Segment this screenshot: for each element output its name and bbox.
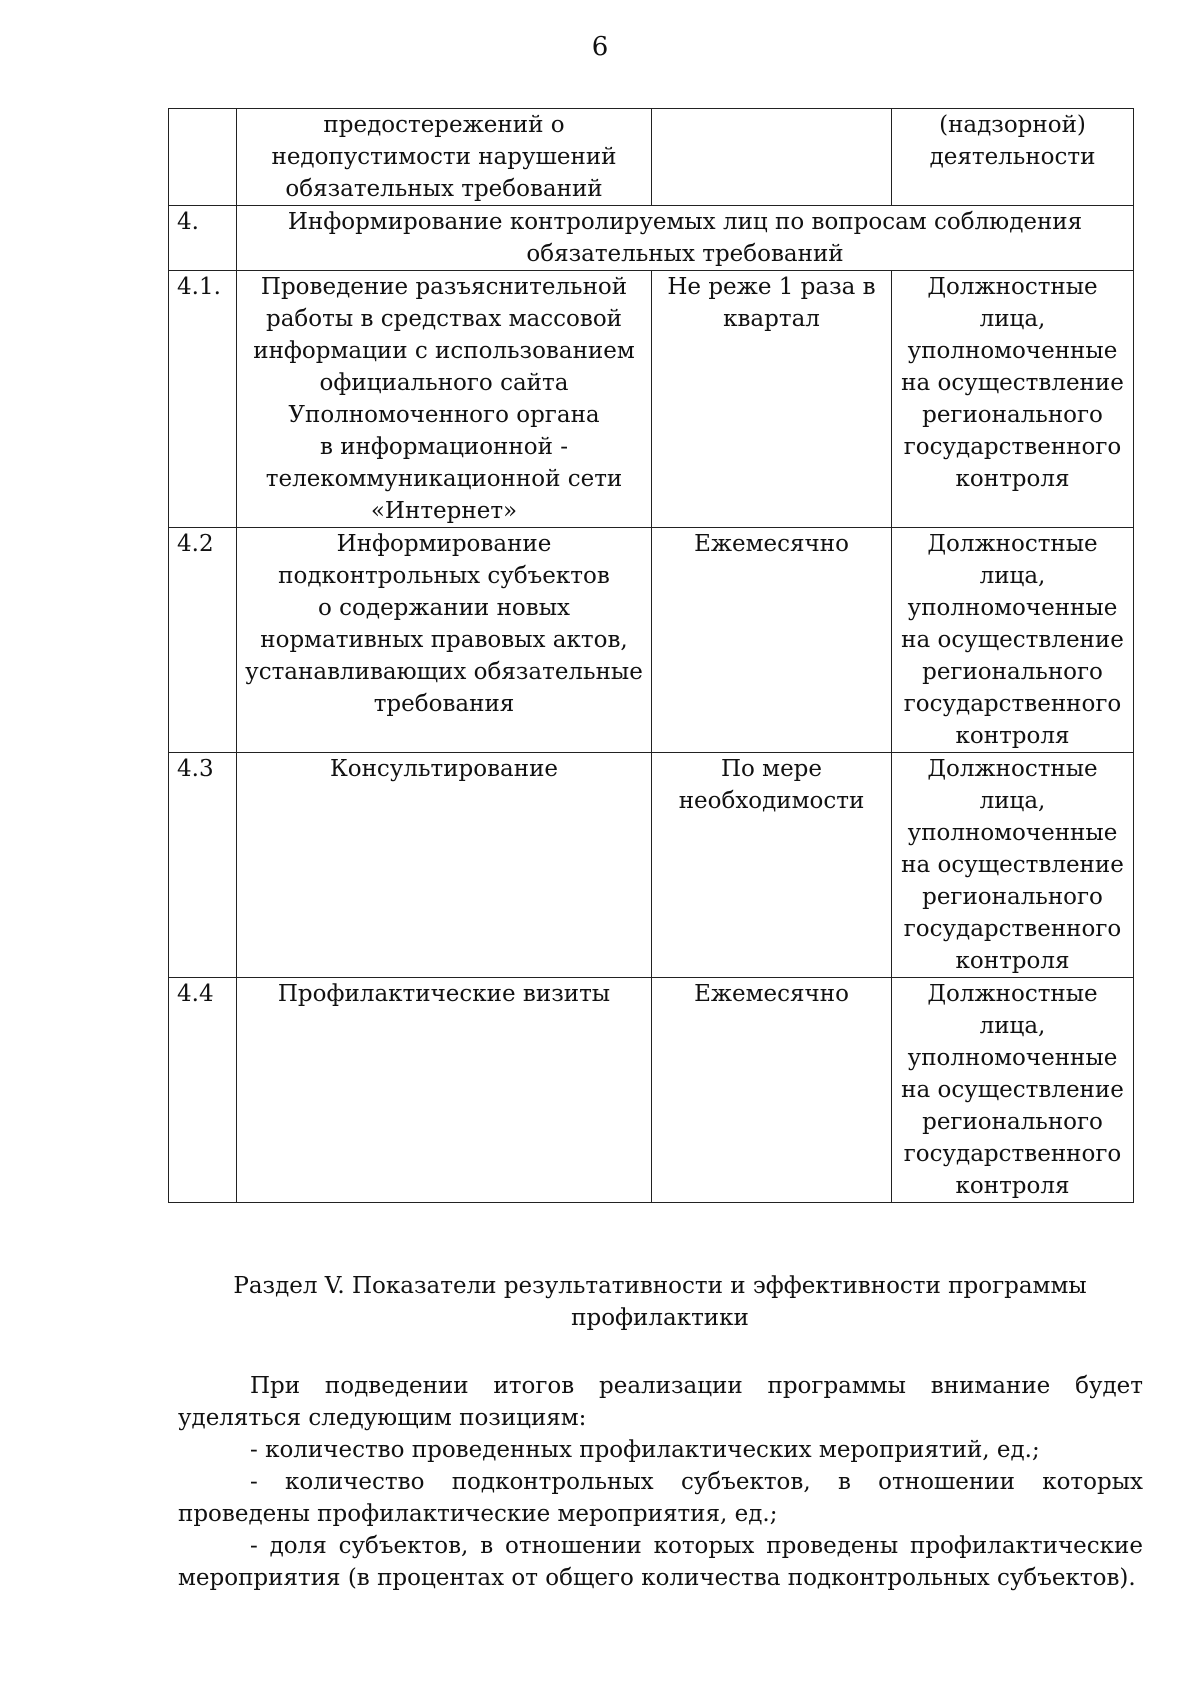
cell-number: 4. — [169, 206, 237, 271]
table-row — [169, 978, 1134, 1203]
activity-line: нормативных правовых актов, — [260, 627, 628, 653]
prevention-plan-table — [168, 108, 1134, 1203]
section-body — [178, 1370, 1143, 1594]
responsible-line: Должностные — [927, 531, 1098, 557]
responsible-line: Должностные — [927, 274, 1098, 300]
activity-line: телекоммуникационной сети — [265, 466, 623, 492]
responsible-line: на осуществление — [901, 1077, 1124, 1103]
responsible-line: государственного — [903, 691, 1122, 717]
cell-responsible — [892, 978, 1134, 1203]
responsible-line: на осуществление — [901, 627, 1124, 653]
table-row — [169, 753, 1134, 978]
responsible-line: (надзорной) — [939, 112, 1086, 138]
schedule-line: квартал — [723, 306, 820, 332]
cell-number: 4.3 — [169, 753, 237, 978]
responsible-line: регионального — [922, 1109, 1103, 1135]
cell-activity — [237, 978, 652, 1203]
responsible-line: уполномоченные — [907, 338, 1118, 364]
responsible-line: уполномоченные — [907, 1045, 1118, 1071]
cell-schedule — [652, 109, 892, 206]
activity-line: подконтрольных субъектов — [278, 563, 610, 589]
list-item: - доля субъектов, в отношении которых проведены профилактические мероприятия (в процентах от общего количества подконтрольных субъектов). — [178, 1533, 1143, 1591]
responsible-line: лица, — [979, 306, 1046, 332]
responsible-line: регионального — [922, 402, 1103, 428]
table-section-row — [169, 206, 1134, 271]
schedule-line: Не реже 1 раза в — [667, 274, 876, 300]
cell-schedule — [652, 528, 892, 753]
section-title-line: обязательных требований — [526, 241, 844, 267]
responsible-line: на осуществление — [901, 852, 1124, 878]
activity-line: о содержании новых — [318, 595, 570, 621]
responsible-line: контроля — [955, 723, 1070, 749]
cell-activity — [237, 109, 652, 206]
activity-line: Информирование — [336, 531, 552, 557]
cell-responsible — [892, 109, 1134, 206]
section-row-title — [237, 206, 1134, 271]
activity-line: Профилактические визиты — [277, 981, 611, 1007]
schedule-line: Ежемесячно — [694, 981, 849, 1007]
cell-responsible — [892, 753, 1134, 978]
cell-schedule — [652, 271, 892, 528]
activity-line: недопустимости нарушений — [271, 144, 617, 170]
responsible-line: лица, — [979, 563, 1046, 589]
activity-line: в информационной - — [320, 434, 568, 460]
cell-number: 4.4 — [169, 978, 237, 1203]
activity-line: информации с использованием — [253, 338, 635, 364]
activity-line: «Интернет» — [370, 498, 518, 524]
responsible-line: уполномоченные — [907, 820, 1118, 846]
schedule-line: Ежемесячно — [694, 531, 849, 557]
section-title: Раздел V. Показатели результативности и эффективности программы профилактики — [233, 1273, 1087, 1331]
cell-number — [169, 109, 237, 206]
responsible-line: деятельности — [929, 144, 1096, 170]
list-item: - количество подконтрольных субъектов, в отношении которых проведены профилактические мероприятия, ед.; — [178, 1469, 1143, 1527]
cell-number: 4.2 — [169, 528, 237, 753]
responsible-line: на осуществление — [901, 370, 1124, 396]
responsible-line: государственного — [903, 434, 1122, 460]
activity-line: Уполномоченного органа — [288, 402, 600, 428]
table-row — [169, 528, 1134, 753]
responsible-line: государственного — [903, 1141, 1122, 1167]
responsible-line: лица, — [979, 788, 1046, 814]
cell-activity — [237, 528, 652, 753]
responsible-line: государственного — [903, 916, 1122, 942]
activity-line: обязательных требований — [285, 176, 603, 202]
responsible-line: лица, — [979, 1013, 1046, 1039]
schedule-line: необходимости — [678, 788, 865, 814]
cell-number: 4.1. — [169, 271, 237, 528]
page-number: 6 — [591, 32, 609, 62]
activity-line: устанавливающих обязательные — [245, 659, 643, 685]
table-row — [169, 271, 1134, 528]
cell-schedule — [652, 978, 892, 1203]
responsible-line: контроля — [955, 466, 1070, 492]
list-item: - количество проведенных профилактических мероприятий, ед.; — [250, 1437, 1040, 1463]
activity-line: Проведение разъяснительной — [260, 274, 628, 300]
cell-activity — [237, 753, 652, 978]
responsible-line: контроля — [955, 948, 1070, 974]
cell-schedule — [652, 753, 892, 978]
schedule-line: По мере — [720, 756, 823, 782]
table-row-continuation — [169, 109, 1134, 206]
section-title-line: Информирование контролируемых лиц по вопросам соблюдения — [287, 209, 1083, 235]
activity-line: официального сайта — [319, 370, 569, 396]
cell-activity — [237, 271, 652, 528]
responsible-line: контроля — [955, 1173, 1070, 1199]
responsible-line: уполномоченные — [907, 595, 1118, 621]
responsible-line: регионального — [922, 884, 1103, 910]
responsible-line: регионального — [922, 659, 1103, 685]
cell-responsible — [892, 271, 1134, 528]
activity-line: работы в средствах массовой — [266, 306, 622, 332]
table-rows — [169, 271, 1134, 1203]
activity-line: требования — [373, 691, 515, 717]
activity-line: предостережений о — [323, 112, 565, 138]
paragraph-intro: При подведении итогов реализации программы внимание будет уделяться следующим позициям: — [178, 1373, 1143, 1431]
activity-line: Консультирование — [329, 756, 559, 782]
cell-responsible — [892, 528, 1134, 753]
responsible-line: Должностные — [927, 981, 1098, 1007]
responsible-line: Должностные — [927, 756, 1098, 782]
